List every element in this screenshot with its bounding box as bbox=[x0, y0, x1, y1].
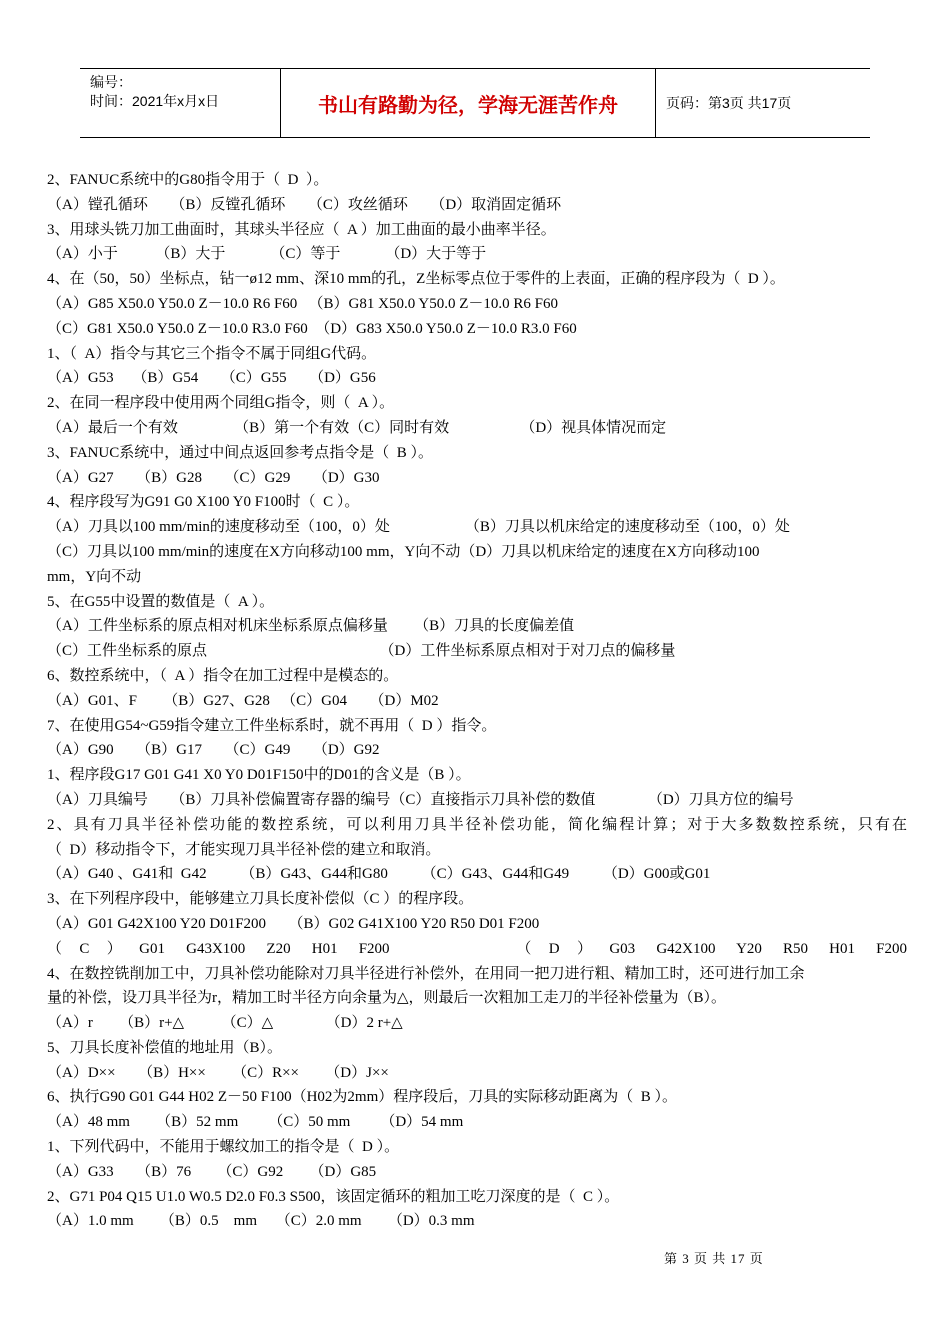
text-line: （ D）移动指令下，才能实现刀具半径补偿的建立和取消。 bbox=[47, 841, 441, 858]
text-line: （C）工件坐标系的原点 （D）工件坐标系原点相对于对刀点的偏移量 bbox=[47, 643, 676, 660]
page-header bbox=[80, 68, 870, 138]
text-line: （A）G27 （B）G28 （C）G29 （D）G30 bbox=[47, 469, 380, 486]
text-line: 1、下列代码中，不能用于螺纹加工的指令是（ D ）。 bbox=[47, 1139, 400, 1156]
header-slogan: 书山有路勤为径，学海无涯苦作舟 bbox=[281, 69, 656, 137]
text-line: 6、数控系统中，（ A ）指令在加工过程中是模态的。 bbox=[47, 667, 399, 684]
text-line: （A）工件坐标系的原点相对机床坐标系原点偏移量 （B）刀具的长度偏差值 bbox=[47, 618, 575, 635]
text-line: （A）最后一个有效 （B）第一个有效（C）同时有效 （D）视具体情况而定 bbox=[47, 419, 667, 436]
text-line: mm，Y向不动 bbox=[47, 568, 142, 585]
text-line: （A）G85 X50.0 Y50.0 Z－10.0 R6 F60 （B）G81 X50.0 Y50.0 Z－10.0 R6 F60 bbox=[47, 295, 558, 312]
header-page-info: 页码：第3页 共17页 bbox=[666, 95, 792, 111]
text-line: （A）1.0 mm （B）0.5 mm （C）2.0 mm （D）0.3 mm bbox=[47, 1213, 475, 1230]
text-line: 5、在G55中设置的数值是（ A ）。 bbox=[47, 593, 275, 610]
text-line: 4、程序段写为G91 G0 X100 Y0 F100时（ C ）。 bbox=[47, 494, 360, 511]
document-number-label: 编号： bbox=[90, 74, 132, 90]
text-line: （C）G81 X50.0 Y50.0 Z－10.0 R3.0 F60 （D）G83 X50.0 Y50.0 Z－10.0 R3.0 F60 bbox=[47, 320, 577, 337]
text-line: 7、在使用G54~G59指令建立工件坐标系时，就不再用（ D ）指令。 bbox=[47, 717, 497, 734]
text-line: 量的补偿，设刀具半径为r，精加工时半径方向余量为△，则最后一次粗加工走刀的半径补偿量为（B）。 bbox=[47, 990, 727, 1007]
text-line: （A）G33 （B）76 （C）G92 （D）G85 bbox=[47, 1163, 377, 1180]
text-line: （C）G01 G43X100 Z20 H01 F200 （D）G03 G42X100 Y20 R50 H01 F200 bbox=[47, 940, 907, 957]
text-line: 3、用球头铣刀加工曲面时，其球头半径应（ A ）加工曲面的最小曲率半径。 bbox=[47, 221, 556, 238]
text-line: 1、程序段G17 G01 G41 X0 Y0 D01F150中的D01的含义是（B ）。 bbox=[47, 767, 471, 784]
text-line: （A）r （B）r+△ （C）△ （D）2 r+△ bbox=[47, 1015, 403, 1032]
page-footer: 第 3 页 共 17 页 bbox=[664, 1251, 764, 1266]
text-line: 2、FANUC系统中的G80指令用于（ D ）。 bbox=[47, 172, 329, 188]
text-line: （A）D×× （B）H×× （C）R×× （D）J×× bbox=[47, 1064, 389, 1081]
text-line: （A）G01、F （B）G27、G28 （C）G04 （D）M02 bbox=[47, 692, 439, 709]
text-line: 5、刀具长度补偿值的地址用（B）。 bbox=[47, 1039, 283, 1056]
text-line: （A）G40 、G41和 G42 （B）G43、G44和G80 （C）G43、G44和G49 （D）G00或G01 bbox=[47, 866, 711, 883]
text-line: 4、在数控铣削加工中，刀具补偿功能除对刀具半径进行补偿外，在用同一把刀进行粗、精加工时，还可进行加工余 bbox=[47, 965, 805, 982]
text-line: 2、在同一程序段中使用两个同组G指令，则（ A ）。 bbox=[47, 395, 395, 412]
text-line: 1、（ A）指令与其它三个指令不属于同组G代码。 bbox=[47, 345, 377, 362]
text-line: 3、FANUC系统中，通过中间点返回参考点指令是（ B ）。 bbox=[47, 444, 433, 461]
text-line: 6、执行G90 G01 G44 H02 Z－50 F100（H02为2mm）程序段后，刀具的实际移动距离为（ B ）。 bbox=[47, 1089, 678, 1106]
header-left-cell bbox=[80, 69, 281, 137]
text-line: 2、具有刀具半径补偿功能的数控系统，可以利用刀具半径补偿功能，简化编程计算；对于大多数数控系统，只有在 bbox=[47, 816, 907, 833]
text-line: 4、在（50，50）坐标点，钻一ø12 mm、深10 mm的孔，Z坐标零点位于零件的上表面，正确的程序段为（ D ）。 bbox=[47, 271, 785, 288]
text-line: （A）G90 （B）G17 （C）G49 （D）G92 bbox=[47, 742, 380, 759]
text-line: （A）G53 （B）G54 （C）G55 （D）G56 bbox=[47, 370, 376, 387]
text-line: （A）小于 （B）大于 （C）等于 （D）大于等于 bbox=[47, 246, 487, 263]
text-line: （A）镗孔循环 （B）反镗孔循环 （C）攻丝循环 （D）取消固定循环 bbox=[47, 196, 562, 213]
text-line: 2、G71 P04 Q15 U1.0 W0.5 D2.0 F0.3 S500，该固定循环的粗加工吃刀深度的是（ C ）。 bbox=[47, 1188, 620, 1205]
text-line: （A）刀具编号 （B）刀具补偿偏置寄存器的编号（C）直接指示刀具补偿的数值 （D）刀具方位的编号 bbox=[47, 791, 794, 808]
text-line: （A）48 mm （B）52 mm （C）50 mm （D）54 mm bbox=[47, 1114, 464, 1131]
text-line: （A）G01 G42X100 Y20 D01F200 （B）G02 G41X100 Y20 R50 D01 F200 bbox=[47, 915, 540, 932]
text-line: 3、在下列程序段中，能够建立刀具长度补偿似（C ）的程序段。 bbox=[47, 891, 474, 908]
text-line: （C）刀具以100 mm/min的速度在X方向移动100 mm，Y向不动（D）刀具以机床给定的速度在X方向移动100 bbox=[47, 543, 760, 560]
document-time-label: 时间：2021年x月x日 bbox=[90, 93, 220, 109]
text-line: （A）刀具以100 mm/min的速度移动至（100，0）处 （B）刀具以机床给定的速度移动至（100，0）处 bbox=[47, 519, 790, 536]
exam-questions-body bbox=[47, 168, 907, 1234]
